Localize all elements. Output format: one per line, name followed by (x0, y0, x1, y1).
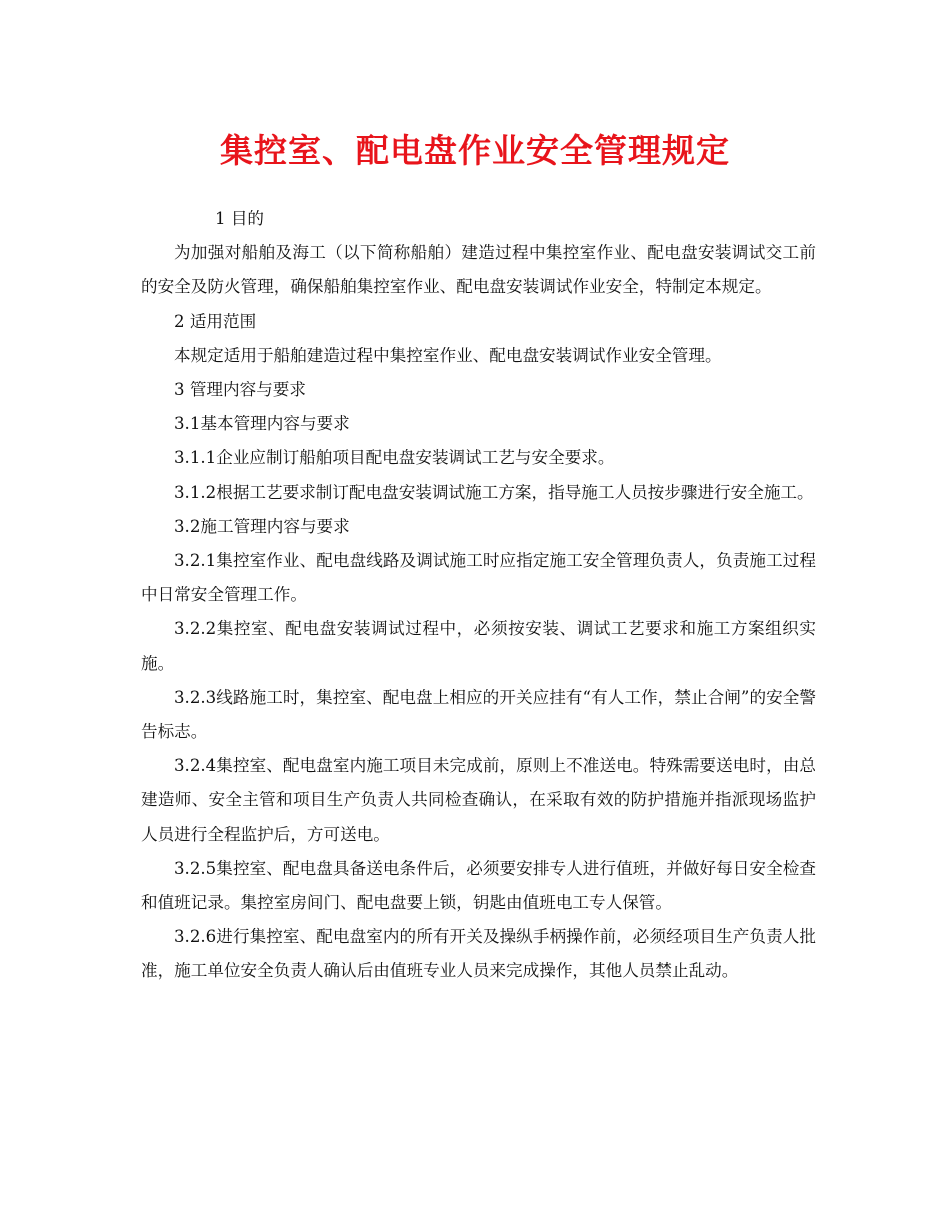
clause-3-1-1: 3.1.1企业应制订船舶项目配电盘安装调试工艺与安全要求。 (174, 448, 615, 468)
subsection-heading-3-1: 3.1基本管理内容与要求 (174, 414, 350, 434)
document-title: 集控室、配电盘作业安全管理规定 (220, 131, 730, 170)
section-heading-scope: 2 适用范围 (174, 311, 257, 331)
section-heading-purpose: 1 目的 (215, 209, 265, 228)
clause-3-2-1: 3.2.1集控室作业、配电盘线路及调试施工时应指定施工安全管理负责人，负责施工过程中日常安全管理工作。 (141, 551, 816, 605)
subsection-heading-3-2: 3.2施工管理内容与要求 (174, 516, 350, 536)
document-body (141, 202, 816, 989)
clause-3-2-2: 3.2.2集控室、配电盘安装调试过程中，必须按安装、调试工艺要求和施工方案组织实施。 (141, 619, 816, 673)
paragraph-purpose: 为加强对船舶及海工（以下简称船舶）建造过程中集控室作业、配电盘安装调试交工前的安全及防火管理，确保船舶集控室作业、配电盘安装调试作业安全，特制定本规定。 (141, 243, 816, 297)
clause-3-2-5: 3.2.5集控室、配电盘具备送电条件后，必须要安排专人进行值班，并做好每日安全检查和值班记录。集控室房间门、配电盘要上锁，钥匙由值班电工专人保管。 (141, 858, 816, 913)
clause-3-2-3: 3.2.3线路施工时，集控室、配电盘上相应的开关应挂有“有人工作，禁止合闸”的安全警告标志。 (141, 687, 816, 742)
paragraph-scope: 本规定适用于船舶建造过程中集控室作业、配电盘安装调试作业安全管理。 (174, 345, 722, 365)
clause-3-2-6: 3.2.6进行集控室、配电盘室内的所有开关及操纵手柄操作前，必须经项目生产负责人批准，施工单位安全负责人确认后由值班专业人员来完成操作，其他人员禁止乱动。 (141, 927, 816, 981)
clause-3-1-2: 3.1.2根据工艺要求制订配电盘安装调试施工方案，指导施工人员按步骤进行安全施工。 (174, 482, 814, 502)
clause-3-2-4: 3.2.4集控室、配电盘室内施工项目未完成前，原则上不准送电。特殊需要送电时，由总建造师、安全主管和项目生产负责人共同检查确认，在采取有效的防护措施并指派现场监护人员进行全程监护后，方可送电。 (141, 756, 816, 844)
section-heading-requirements: 3 管理内容与要求 (174, 380, 306, 400)
